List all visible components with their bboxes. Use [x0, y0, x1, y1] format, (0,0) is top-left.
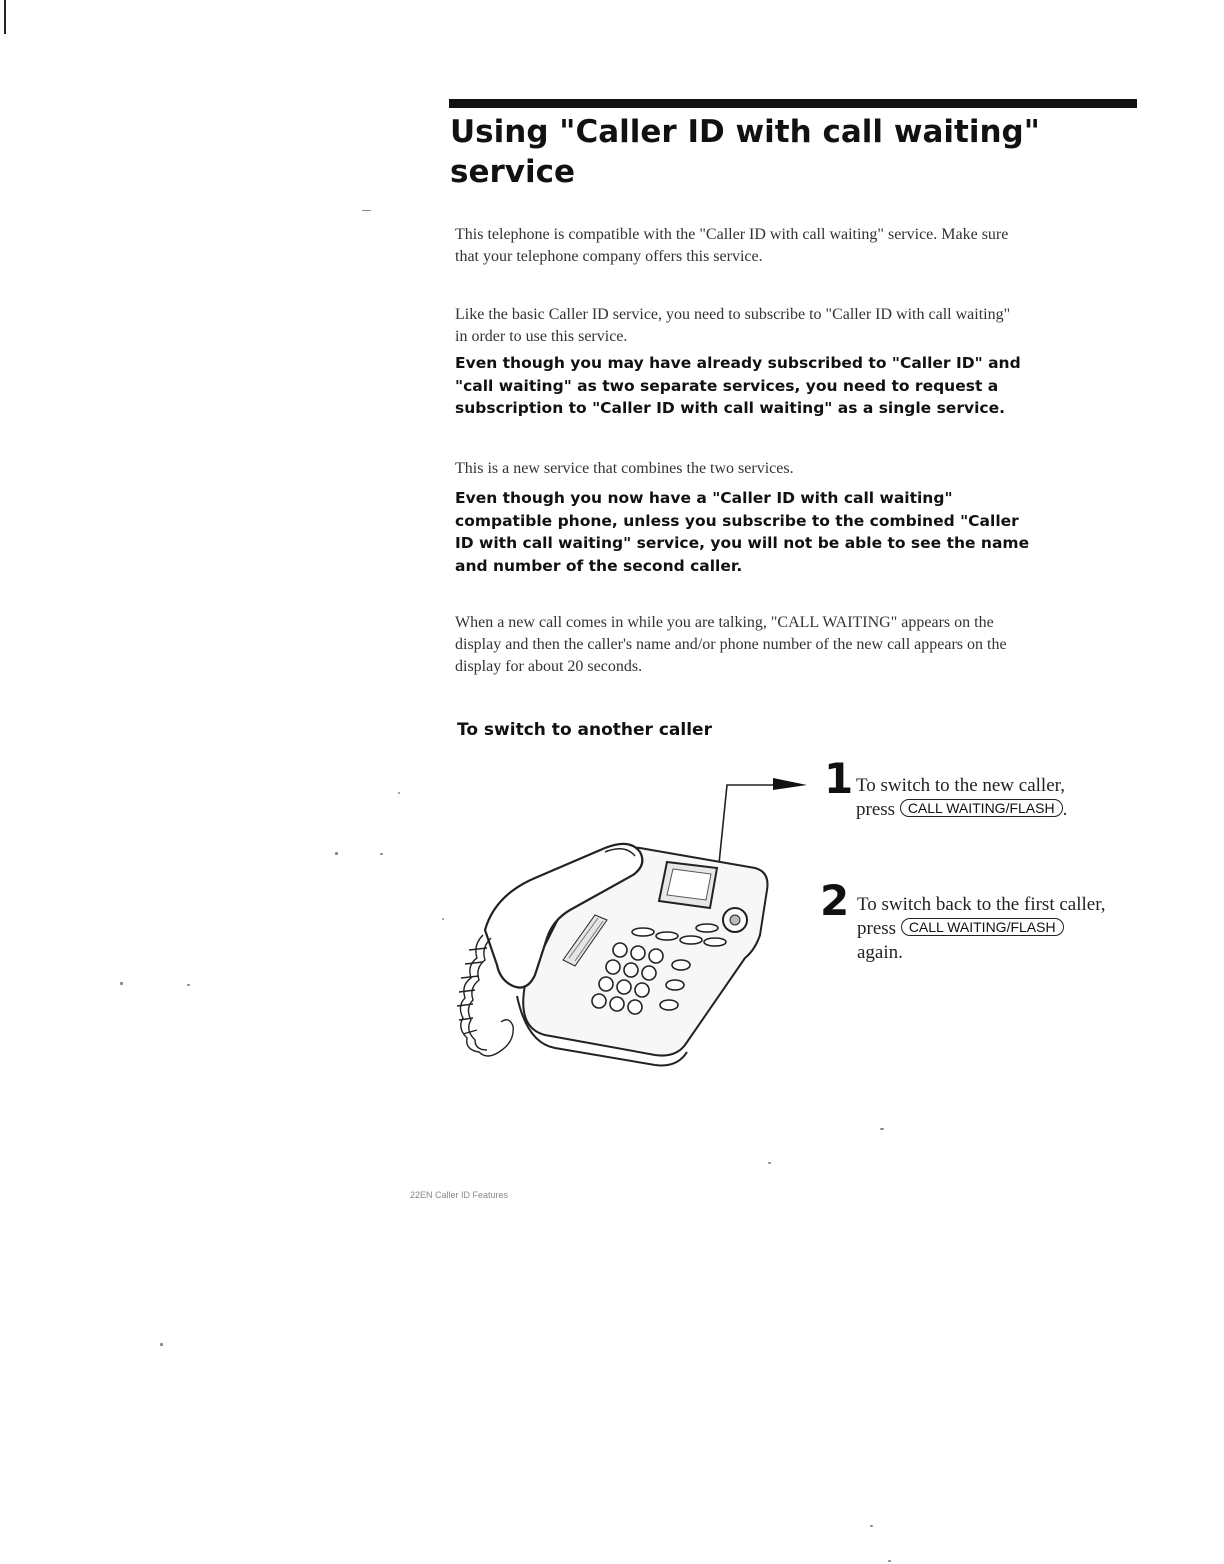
telephone-illustration	[455, 760, 835, 1070]
section-heading: To switch to another caller	[457, 720, 712, 740]
call-waiting-paragraph: When a new call comes in while you are talking, "CALL WAITING" appears on the display and then the caller's name and/or phone number of the new call appears on the display for about 20 seconds.	[455, 614, 1007, 675]
step-number-2: 2	[820, 876, 850, 925]
title-rule	[449, 99, 1137, 108]
scan-speck	[335, 852, 338, 855]
call-waiting-flash-key: CALL WAITING/FLASH	[900, 799, 1063, 817]
scan-speck	[442, 918, 444, 920]
new-service-paragraph: This is a new service that combines the two services.	[455, 460, 794, 477]
step-2-press-word: press	[857, 918, 897, 939]
step-number-1: 1	[824, 754, 854, 803]
step-1-end: .	[1062, 799, 1068, 820]
step-1-press-line	[856, 798, 1176, 822]
scan-speck	[120, 982, 123, 985]
page-title: Using "Caller ID with call waiting" service	[450, 114, 1040, 190]
intro-paragraph: This telephone is compatible with the "Caller ID with call waiting" service. Make sure that your telephone company offers this service.	[455, 226, 1009, 265]
scan-speck	[398, 792, 400, 794]
scan-speck	[362, 210, 371, 211]
display-inner	[667, 869, 711, 900]
scan-edge-mark	[4, 0, 6, 34]
page-footer: 22EN Caller ID Features	[410, 1190, 509, 1200]
scan-speck	[888, 1560, 891, 1562]
compatibility-warning: Even though you now have a "Caller ID with call waiting" compatible phone, unless you subscribe to the combined "Caller ID with call waiting" service, you will not be able to see the name and number of the second caller.	[455, 489, 1030, 575]
step-2-text	[857, 893, 1177, 965]
step-1-line: To switch to the new caller,	[856, 775, 1065, 796]
scan-speck	[187, 984, 190, 986]
subscription-warning: Even though you may have already subscribed to "Caller ID" and "call waiting" as two separate services, you need to request a subscription to "Caller ID with call waiting" as a single service.	[455, 354, 1021, 417]
control-knob-center	[730, 915, 740, 925]
scan-speck	[160, 1343, 163, 1346]
subscription-paragraph: Like the basic Caller ID service, you need to subscribe to "Caller ID with call waiting" in order to use this service.	[455, 306, 1011, 345]
step-1-text	[856, 774, 1176, 822]
scan-speck	[880, 1128, 884, 1130]
call-waiting-flash-key-2: CALL WAITING/FLASH	[901, 918, 1064, 936]
scan-speck	[380, 853, 383, 855]
step-1-press-word: press	[856, 799, 896, 820]
scan-speck	[870, 1525, 873, 1527]
step-2-end: again.	[857, 942, 903, 963]
scan-speck	[768, 1162, 771, 1164]
step-2-press-line	[857, 917, 1177, 941]
step-2-line: To switch back to the first caller,	[857, 894, 1106, 915]
pointer-arrow	[773, 778, 807, 790]
